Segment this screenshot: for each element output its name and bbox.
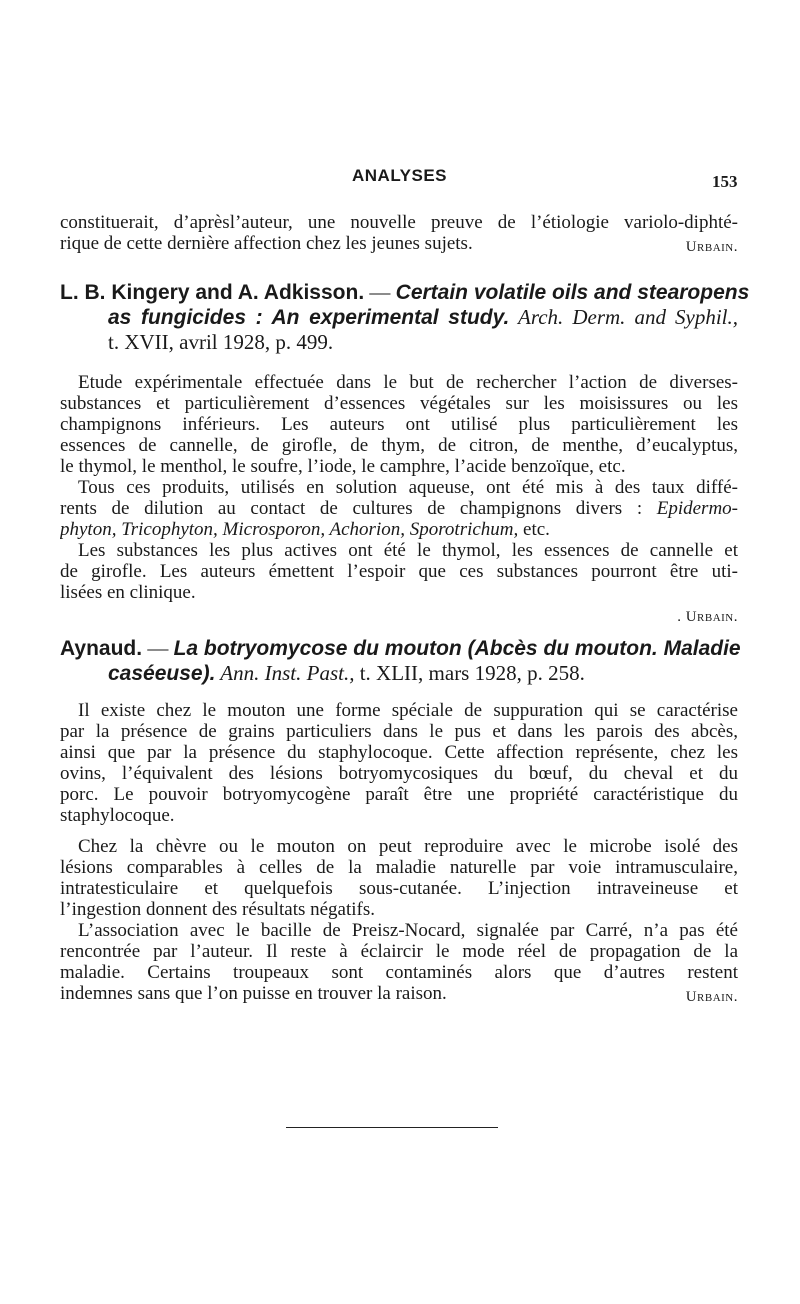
article-2-volume: t. XLII, mars 1928, p. 258. — [354, 661, 585, 685]
dash: — — [142, 636, 174, 660]
reference-line — [60, 280, 750, 305]
text-span: indemnes sans que l’on puisse en trouver la raison. — [60, 983, 447, 1004]
article-1-journal: Arch. Derm. and Syphil., — [509, 305, 738, 329]
text-line — [60, 498, 738, 519]
text-line — [60, 983, 738, 1008]
text-span-italic: Epidermo- — [656, 498, 738, 519]
reference-line — [60, 661, 738, 686]
article-1-authors: L. B. Kingery and A. Adkisson. — [60, 281, 365, 304]
text-line: de girofle. Les auteurs émettent l’espoir que ces substances pourront être uti- — [60, 561, 738, 582]
article-1-title-cont: as fungicides : An experimental study. — [108, 306, 510, 329]
article-1-reference — [60, 280, 750, 354]
reference-line — [60, 636, 741, 661]
article-1-title: Certain volatile oils and stearopens — [395, 281, 750, 304]
text-line — [60, 233, 738, 258]
text-span: rique de cette dernière affection chez les jeunes sujets. — [60, 233, 473, 254]
dash: — — [364, 280, 396, 304]
text-line: champignons inférieurs. Les auteurs ont utilisé plus particulièrement les — [60, 414, 738, 435]
reviewer-signature: Urbain. — [685, 989, 738, 1005]
text-line: essences de cannelle, de girofle, de thym, de citron, de menthe, d’eucalyptus, — [60, 435, 738, 456]
reviewer-signature: Urbain. — [685, 239, 738, 255]
reference-line — [60, 305, 738, 330]
text-line: lisées en clinique. — [60, 582, 196, 603]
text-line: Il existe chez le mouton une forme spéciale de suppuration qui se caractérise — [78, 700, 738, 721]
article-2-body — [60, 700, 738, 1008]
page-number: 153 — [712, 172, 738, 191]
article-1-body — [60, 372, 738, 628]
text-line — [60, 519, 738, 540]
text-line: l’ingestion donnent des résultats négatifs. — [60, 899, 376, 920]
text-line: lésions comparables à celles de la maladie naturelle par voie intramusculaire, — [60, 857, 738, 878]
end-rule — [286, 1127, 498, 1128]
text-line: porc. Le pouvoir botryomycogène paraît être une propriété caractéristique du — [60, 784, 738, 805]
text-line: maladie. Certains troupeaux sont contaminés alors que d’autres restent — [60, 962, 738, 983]
text-line — [60, 603, 738, 628]
page-header — [0, 166, 800, 192]
text-line: intratesticulaire et quelquefois sous-cutanée. L’injection intraveineuse et — [60, 878, 738, 899]
article-2-journal: Ann. Inst. Past., — [215, 661, 355, 685]
text-line: Tous ces produits, utilisés en solution aqueuse, ont été mis à des taux diffé- — [78, 477, 738, 498]
article-2-reference — [60, 636, 741, 686]
text-line: substances et particulièrement d’essences végétales sur les moisissures ou les — [60, 393, 738, 414]
text-line: ainsi que par la présence du staphylocoque. Cette affection représente, chez les — [60, 742, 738, 763]
text-line: Etude expérimentale effectuée dans le but de rechercher l’action de diverses- — [78, 372, 738, 393]
text-line: Les substances les plus actives ont été le thymol, les essences de cannelle et — [78, 540, 738, 561]
text-line: L’association avec le bacille de Preisz-Nocard, signalée par Carré, n’a pas été — [78, 920, 738, 941]
text-span: etc. — [518, 519, 550, 540]
intro-continuation — [60, 212, 738, 258]
text-line: ovins, l’équivalent des lésions botryomycosiques du bœuf, du cheval et du — [60, 763, 738, 784]
text-line: rencontrée par l’auteur. Il reste à éclaircir le mode réel de propagation de la — [60, 941, 738, 962]
reviewer-signature: . Urbain. — [677, 609, 738, 625]
article-2-title: La botryomycose du mouton (Abcès du mouton. Maladie — [173, 637, 741, 660]
text-line: par la présence de grains particuliers dans le pus et dans les parois des abcès, — [60, 721, 738, 742]
text-span-italic: phyton, Tricophyton, Microsporon, Achorion, Sporotrichum, — [60, 519, 519, 540]
article-2-title-cont: caséeuse). — [108, 662, 216, 685]
text-line: constituerait, d’aprèsl’auteur, une nouvelle preuve de l’étiologie variolo-diphté- — [60, 212, 738, 233]
text-line: Chez la chèvre ou le mouton on peut reproduire avec le microbe isolé des — [78, 836, 738, 857]
text-line: le thymol, le menthol, le soufre, l’iode, le camphre, l’acide benzoïque, etc. — [60, 456, 626, 477]
text-line: staphylocoque. — [60, 805, 175, 826]
running-head: ANALYSES — [352, 166, 448, 185]
reference-line: t. XVII, avril 1928, p. 499. — [108, 330, 334, 354]
article-2-authors: Aynaud. — [60, 637, 143, 660]
text-span: rents de dilution au contact de cultures de champignons divers : — [60, 498, 657, 519]
